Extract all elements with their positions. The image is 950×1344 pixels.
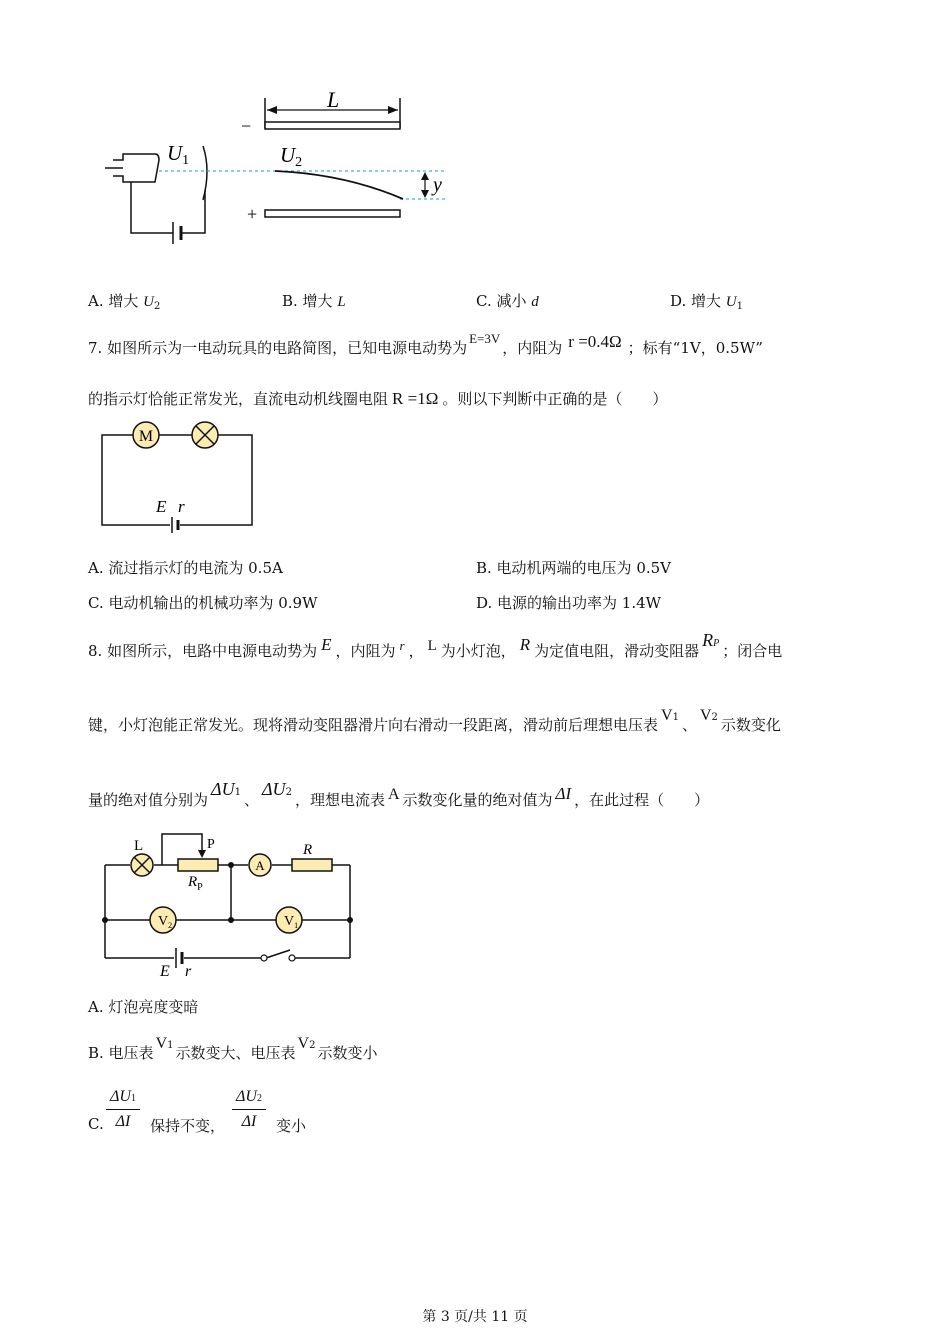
q6-option-d: D. 增大 $U_1$ (670, 292, 744, 312)
y-label: y (433, 174, 442, 196)
svg-text:RP (187, 874, 203, 893)
svg-text:U2 (280, 143, 302, 170)
q8-line1: 8. 如图所示，电路中电源电动势为 E ，内阻为 r ， L 为小灯泡， R 为定值电阻，滑动变阻器RP ；闭合电 (88, 630, 783, 660)
q8-line2: 键，小灯泡能正常发光。现将滑动变阻器滑片向右滑动一段距离，滑动前后理想电压表V1 、V2 示数变化 (88, 707, 781, 734)
q7-circuit-figure (100, 420, 260, 535)
page-footer: 第 3 页/共 11 页 (422, 1309, 528, 1325)
q8-option-a: A. 灯泡亮度变暗 (88, 998, 199, 1016)
q7-option-d: D. 电源的输出功率为 1.4W (476, 594, 662, 612)
ammeter-label: A (255, 858, 265, 873)
q8-line3: 量的绝对值分别为ΔU1 、ΔU2 ，理想电流表 A 示数变化量的绝对值为 ΔI ，在此过程（ ） (88, 779, 710, 809)
v1-sub: 1 (294, 921, 299, 930)
q7-option-b: B. 电动机两端的电压为 0.5V (476, 559, 672, 577)
motor-label: M (138, 428, 154, 445)
u1-sub: 1 (182, 153, 190, 168)
v1-label: V (284, 914, 295, 929)
resistor-label: R (303, 842, 313, 858)
q7-line2: 的指示灯恰能正常发光，直流电动机线圈电阻 R =1Ω 。则以下判断中正确的是（ ） (88, 389, 668, 408)
u2-label: U (280, 143, 296, 167)
q8-option-c-mid: 保持不变， (150, 1117, 226, 1135)
q7-line1: 7. 如图所示为一电动玩具的电路简图，已知电源电动势为E=3V，内阻为 r =0.4Ω ；标有“1V，0.5W” (88, 331, 763, 357)
q7-option-a: A. 流过指示灯的电流为 0.5A (88, 559, 283, 577)
internal-resistance-label: r (178, 497, 185, 516)
u2-sub: 2 (295, 155, 303, 170)
q6-option-b: B. 增大 L (282, 292, 346, 310)
minus-sign: − (241, 116, 252, 136)
plus-sign: + (247, 204, 258, 224)
q8-emf-label: E (160, 963, 170, 980)
lamp-label: L (134, 838, 144, 854)
q6-option-c: C. 减小 d (476, 292, 539, 310)
v2-sub: 2 (168, 921, 173, 930)
rheostat-sub: P (197, 882, 203, 893)
fraction-du2-di: $\frac{\Delta U2}{\Delta I}$ (232, 1088, 266, 1131)
u1-label: U (167, 141, 183, 165)
q7-option-c: C. 电动机输出的机械功率为 0.9W (88, 594, 318, 612)
q8-r-label: r (185, 963, 192, 980)
rheostat-label: R (188, 874, 198, 890)
q8-option-c-end: 变小 (276, 1117, 307, 1135)
deflection-figure (95, 90, 465, 260)
q8-option-c-label: C. (88, 1115, 104, 1133)
fraction-du1-di: $\frac{\Delta U1}{\Delta I}$ (106, 1088, 140, 1131)
length-label: L (327, 90, 340, 112)
v2-label: V (158, 914, 169, 929)
svg-text:U1 (167, 141, 189, 168)
q8-circuit-figure (100, 830, 360, 980)
emf-label: E (156, 497, 167, 516)
q6-option-a: A. 增大 $U_2$ (88, 292, 161, 312)
slider-label: P (207, 837, 215, 852)
q8-option-b: B. 电压表V1 示数变大、电压表V2 示数变小 (88, 1035, 378, 1062)
